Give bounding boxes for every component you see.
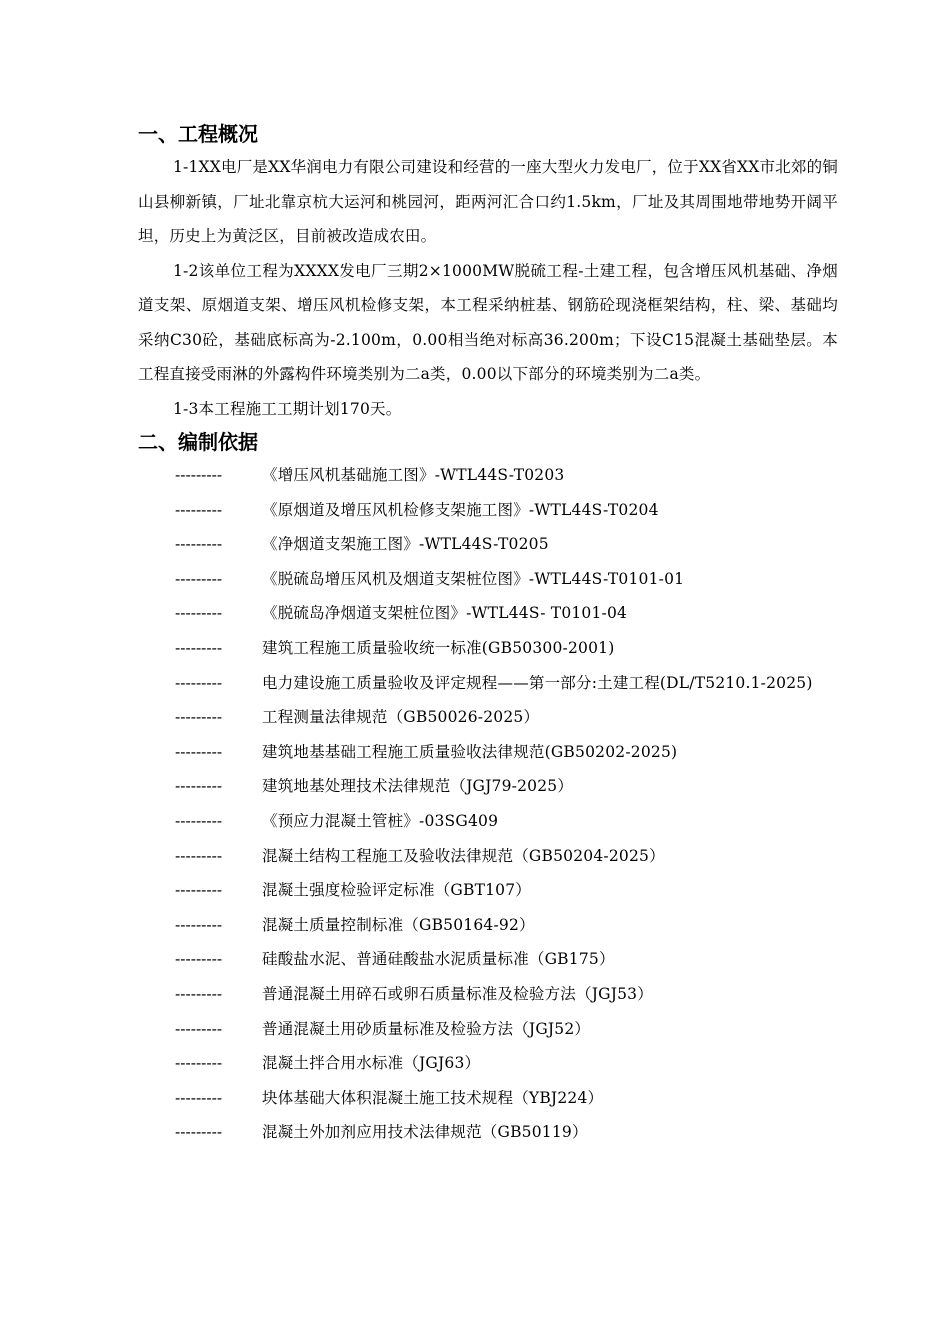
reference-text: 混凝土质量控制标准（GB50164-92） [262,915,535,934]
dash-leader: --------- [175,811,223,830]
dash-leader: --------- [175,1054,223,1073]
reference-text: 《净烟道支架施工图》-WTL44S-T0205 [262,535,549,554]
reference-text: 《预应力混凝土管桩》-03SG409 [262,811,499,830]
reference-item [138,735,838,770]
dash-leader: --------- [175,881,223,900]
reference-text: 《增压风机基础施工图》-WTL44S-T0203 [262,466,565,484]
dash-leader: --------- [175,604,223,623]
dash-leader: --------- [175,777,223,796]
dash-leader: --------- [175,1088,223,1107]
reference-text: 混凝土强度检验评定标准（GBT107） [262,881,531,900]
dash-leader: --------- [175,1123,223,1142]
reference-item [138,1046,838,1081]
reference-item [138,1081,838,1116]
reference-item [138,908,838,943]
overview-paragraph-3: 1-3本工程施工工期计划170天。 [173,399,402,418]
reference-text: 建筑工程施工质量验收统一标准(GB50300-2001) [262,638,615,657]
reference-text: 硅酸盐水泥、普通硅酸盐水泥质量标准（GB175） [262,950,615,969]
dash-leader: --------- [175,1019,223,1038]
reference-text: 普通混凝土用砂质量标准及检验方法（JGJ52） [262,1019,591,1038]
reference-text: 混凝土外加剂应用技术法律规范（GB50119） [262,1123,588,1142]
section-heading-basis: 二、编制依据 [138,430,258,454]
dash-leader: --------- [175,950,223,969]
overview-paragraph-1: 1-1XX电厂是XX华润电力有限公司建设和经营的一座大型火力发电厂，位于XX省XX市北郊的铜山县柳新镇，厂址北靠京杭大运河和桃园河，距两河汇合口约1.5km，厂址及其周围地带地势开阔平坦，历史上为黄泛区，目前被改造成农田。 [138,158,838,245]
reference-item [138,458,838,493]
dash-leader: --------- [175,984,223,1003]
reference-text: 《脱硫岛净烟道支架桩位图》-WTL44S- T0101-04 [262,604,628,623]
dash-leader: --------- [175,846,223,865]
dash-leader: --------- [175,742,223,761]
reference-text: 建筑地基基础工程施工质量验收法律规范(GB50202-2025) [262,742,678,761]
reference-list [138,458,838,1150]
reference-item [138,1012,838,1047]
reference-text: 工程测量法律规范（GB50026-2025） [262,708,540,727]
reference-text: 块体基础大体积混凝土施工技术规程（YBJ224） [262,1088,604,1107]
reference-item [138,873,838,908]
reference-text: 《脱硫岛增压风机及烟道支架桩位图》-WTL44S-T0101-01 [262,569,685,588]
dash-leader: --------- [175,915,223,934]
reference-item [138,527,838,562]
reference-item [138,942,838,977]
dash-leader: --------- [175,673,223,692]
reference-text: 电力建设施工质量验收及评定规程——第一部分:土建工程(DL/T5210.1-2025) [262,673,813,692]
dash-leader: --------- [175,500,223,519]
reference-item [138,666,838,701]
dash-leader: --------- [175,708,223,727]
dash-leader: --------- [175,638,223,657]
section-heading-overview: 一、工程概况 [138,122,258,146]
reference-item [138,839,838,874]
reference-text: 混凝土结构工程施工及验收法律规范（GB50204-2025） [262,846,665,865]
reference-item [138,769,838,804]
reference-item [138,562,838,597]
overview-paragraph-2: 1-2该单位工程为XXXX发电厂三期2×1000MW脱硫工程-土建工程，包含增压风机基础、净烟道支架、原烟道支架、增压风机检修支架，本工程采纳桩基、钢筋砼现浇框架结构，柱、梁、基础均采纳C30砼，基础底标高为-2.100m，0.00相当绝对标高36.200m；下设C15混凝土基础垫层。本工程直接受雨淋的外露构件环境类别为二a类，0.00以下部分的环境类别为二a类。 [138,261,838,383]
reference-text: 《原烟道及增压风机检修支架施工图》-WTL44S-T0204 [262,500,659,519]
document-page [138,118,838,1150]
dash-leader: --------- [175,535,223,554]
reference-item [138,1115,838,1150]
dash-leader: --------- [175,466,223,484]
reference-item [138,977,838,1012]
reference-item [138,700,838,735]
reference-item [138,493,838,528]
reference-item [138,596,838,631]
reference-item [138,631,838,666]
reference-text: 混凝土拌合用水标准（JGJ63） [262,1054,481,1073]
reference-item [138,804,838,839]
reference-text: 建筑地基处理技术法律规范（JGJ79-2025） [262,777,574,796]
reference-text: 普通混凝土用碎石或卵石质量标准及检验方法（JGJ53） [262,984,653,1003]
dash-leader: --------- [175,569,223,588]
